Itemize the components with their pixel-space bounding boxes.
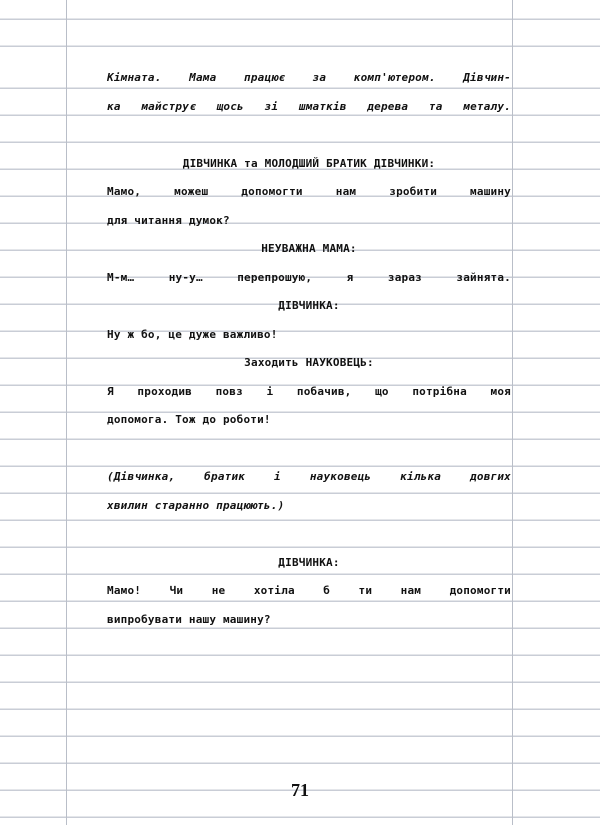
script-line [107, 520, 511, 548]
stage-direction: (Дівчинка, братик і науковець кілька довгих [107, 470, 511, 483]
script-line: М-м… ну-у… перепрошую, я зараз зайнята. [107, 270, 511, 284]
character-name: ДІВЧИНКА та МОЛОДШИЙ БРАТИК ДІВЧИНКИ: [182, 156, 436, 170]
right-margin-line [512, 0, 513, 825]
script-line [107, 435, 511, 463]
character-name: ДІВЧИНКА: [278, 299, 340, 312]
character-name: НЕУВАЖНА МАМА: [261, 242, 357, 255]
script-line: ка майструє щось зі шматків дерева та металу. [107, 99, 511, 113]
left-margin-line [66, 0, 67, 825]
page-number: 71 [291, 780, 309, 800]
script-line: Ну ж бо, це дуже важливо! [107, 327, 278, 341]
stage-direction: хвилин старанно працюють.) [107, 498, 285, 512]
script-line [107, 121, 511, 149]
script-line: Мамо, можеш допомогти нам зробити машину [107, 185, 511, 198]
script-line: Кімната. Мама працює за комп'ютером. Дівчин- [107, 71, 511, 84]
script-line: допомога. Тож до роботи! [107, 413, 271, 426]
stage-direction: Заходить НАУКОВЕЦЬ: [244, 356, 374, 369]
script-line: для читання думок? [107, 213, 230, 227]
script-line: випробувати нашу машину? [107, 612, 271, 626]
character-name: ДІВЧИНКА: [278, 555, 340, 569]
script-line: Я проходив повз і побачив, що потрібна моя [107, 384, 511, 398]
script-line: Мамо! Чи не хотіла б ти нам допомогти [107, 584, 511, 597]
